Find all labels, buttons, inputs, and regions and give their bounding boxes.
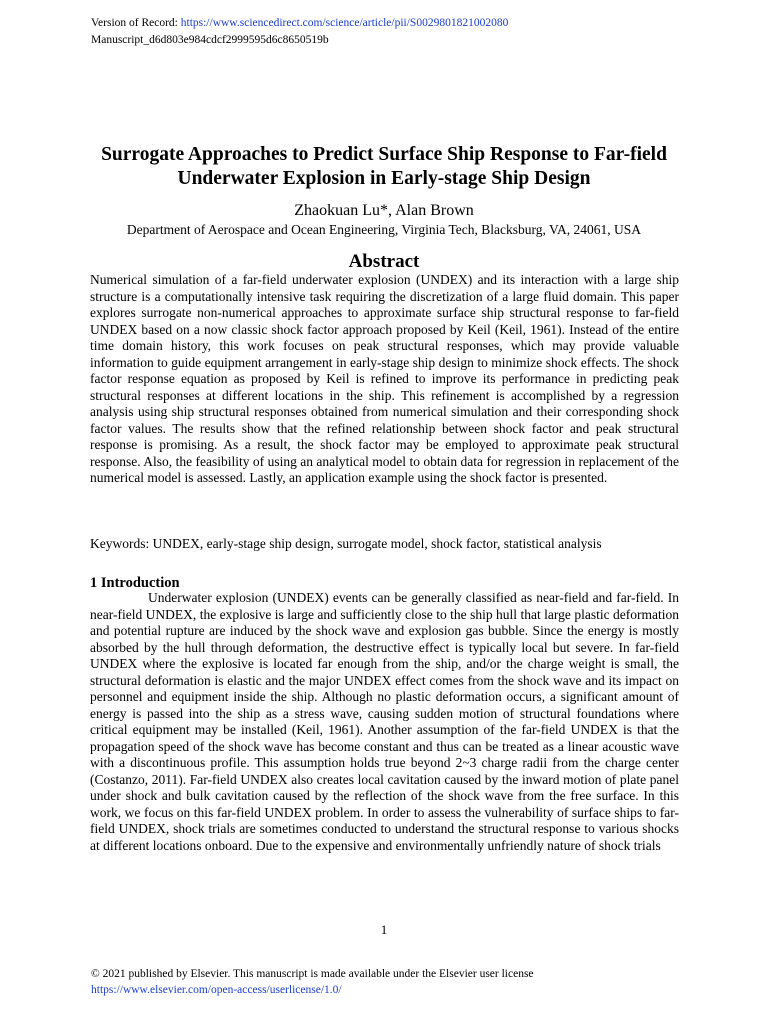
user-license-link[interactable]: https://www.elsevier.com/open-access/userlicense/1.0/ [91,984,342,996]
abstract-heading: Abstract [348,251,420,272]
introduction-text: Underwater explosion (UNDEX) events can be generally classified as near-field and far-field. In near-field UNDEX, the explosive is large and sufficiently close to the ship hull that large plastic deformation and potential rupture are induced by the shock wave and explosion gas bubble. Since the energy is mostly absorbed by the hull through deformation, the destructive effect is typically local but severe. In far-field UNDEX where the explosive is located far enough from the ship, and/or the charge weight is small, the structural deformation is elastic and the major UNDEX effect comes from the shock wave and its impact on personnel and equipment inside the ship. Although no plastic deformation occurs, a significant amount of energy is passed into the ship as a stress wave, causing sudden motion of structural foundations where critical equipment may be installed (Keil, 1961). Another assumption of the far-field UNDEX is that the propagation speed of the shock wave has become constant and thus can be treated as a linear acoustic wave with a discontinuous profile. This assumption holds true beyond 2~3 charge radii from the charge center (Costanzo, 2011). Far-field UNDEX also creates local cavitation caused by the inward motion of plate panel under shock and bulk cavitation caused by the reflection of the shock wave from the free surface. In this work, we focus on this far-field UNDEX problem. In order to assess the vulnerability of surface ships to far-field UNDEX, shock trials are sometimes conducted to understand the structural response to various shocks at different locations onboard. Due to the expensive and environmentally unfriendly nature of shock trials [90,590,679,853]
paper-authors: Zhaokuan Lu*, Alan Brown [294,202,474,219]
version-label: Version of Record: [91,17,181,29]
version-of-record-line [91,16,508,30]
version-of-record-link[interactable]: https://www.sciencedirect.com/science/article/pii/S0029801821002080 [180,17,509,29]
license-line [91,983,342,997]
abstract-text: Numerical simulation of a far-field underwater explosion (UNDEX) and its interaction with a large ship structure is a computationally intensive task requiring the discretization of a large fluid domain. This paper explores surrogate non-numerical approaches to approximate surface ship structural response to far-field UNDEX based on a now classic shock factor approach proposed by Keil (Keil, 1961). Instead of the entire time domain history, this work focuses on peak structural responses, which may provide valuable information to guide equipment arrangement in early-stage ship design to minimize shock effects. The shock factor response equation as proposed by Keil is refined to improve its performance in predicting peak structural responses at different locations in the ship. This refinement is accomplished by a regression analysis using ship structural responses obtained from numerical simulation and their corresponding shock factor values. The results show that the refined relationship between shock factor and peak structural response is promising. As a result, the shock factor may be employed to approximate peak structural response. Also, the feasibility of using an analytical model to obtain data for regression in replacement of the numerical model is assessed. Lastly, an application example using the shock factor is presented. [90,272,679,485]
introduction-heading: 1 Introduction [90,575,180,591]
copyright-notice: © 2021 published by Elsevier. This manuscript is made available under the Elsevier user license [91,968,534,980]
manuscript-id: Manuscript_d6d803e984cdcf2999595d6c8650519b [91,34,329,46]
paper-title: Surrogate Approaches to Predict Surface Ship Response to Far-field Underwater Explosion in Early-stage Ship Design [101,144,667,189]
author-affiliation: Department of Aerospace and Ocean Engineering, Virginia Tech, Blacksburg, VA, 24061, USA [126,222,642,237]
page-number: 1 [380,922,388,937]
keywords-line: Keywords: UNDEX, early-stage ship design, surrogate model, shock factor, statistical analysis [90,536,602,551]
